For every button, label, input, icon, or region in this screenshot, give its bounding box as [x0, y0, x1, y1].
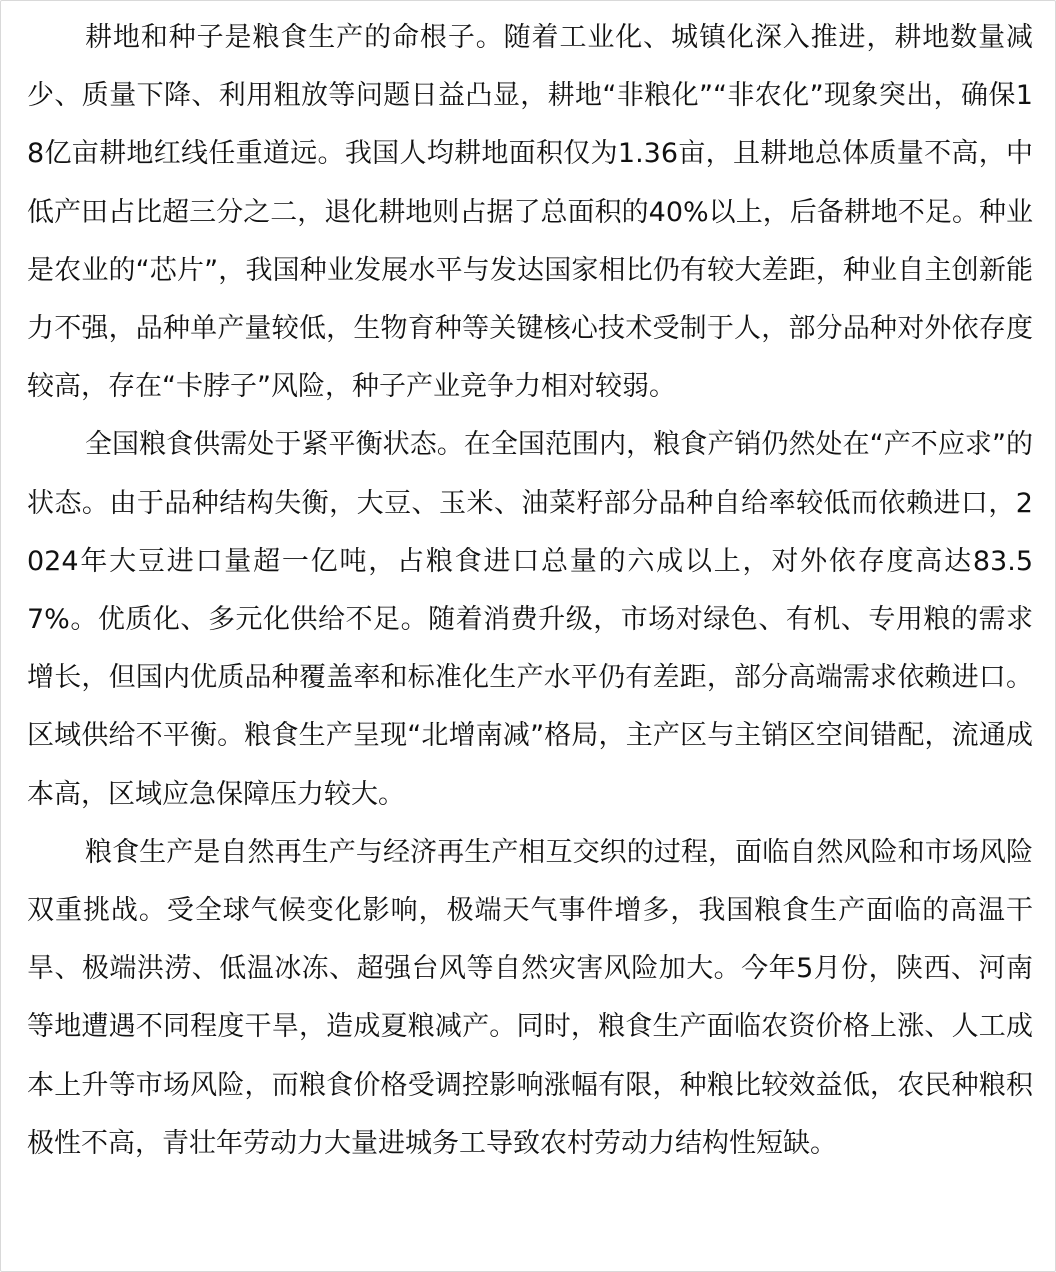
paragraph-grain-supply-demand: 全国粮食供需处于紧平衡状态。在全国范围内，粮食产销仍然处在“产不应求”的状态。由于品种结构失衡，大豆、玉米、油菜籽部分品种自给率较低而依赖进口，2024年大豆进口量超一亿吨，占粮食进口总量的六成以上，对外依存度高达83.57%。优质化、多元化供给不足。随着消费升级，市场对绿色、有机、专用粮的需求增长，但国内优质品种覆盖率和标准化生产水平仍有差距，部分高端需求依赖进口。区域供给不平衡。粮食生产呈现“北增南减”格局，主产区与主销区空间错配，流通成本高，区域应急保障压力较大。 — [27, 429, 1033, 810]
paragraph-production-risks: 粮食生产是自然再生产与经济再生产相互交织的过程，面临自然风险和市场风险双重挑战。受全球气候变化影响，极端天气事件增多，我国粮食生产面临的高温干旱、极端洪涝、低温冰冻、超强台风等自然灾害风险加大。今年5月份，陕西、河南等地遭遇不同程度干旱，造成夏粮减产。同时，粮食生产面临农资价格上涨、人工成本上升等市场风险，而粮食价格受调控影响涨幅有限，种粮比较效益低，农民种粮积极性不高，青壮年劳动力大量进城务工导致农村劳动力结构性短缺。 — [27, 836, 1033, 1159]
paragraph-farmland-seeds: 耕地和种子是粮食生产的命根子。随着工业化、城镇化深入推进，耕地数量减少、质量下降、利用粗放等问题日益凸显，耕地“非粮化”“非农化”现象突出，确保18亿亩耕地红线任重道远。我国人均耕地面积仅为1.36亩，且耕地总体质量不高，中低产田占比超三分之二，退化耕地则占据了总面积的40%以上，后备耕地不足。种业是农业的“芯片”，我国种业发展水平与发达国家相比仍有较大差距，种业自主创新能力不强，品种单产量较低，生物育种等关键核心技术受制于人，部分品种对外依存度较高，存在“卡脖子”风险，种子产业竞争力相对较弱。 — [27, 22, 1033, 403]
